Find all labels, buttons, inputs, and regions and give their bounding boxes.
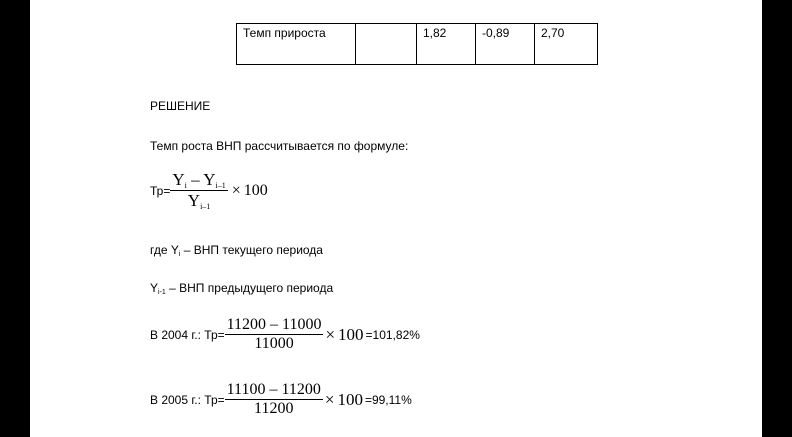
document-page [30, 0, 762, 437]
where-current-line: где $Y_i$ – ВНП текущего периода [150, 243, 323, 258]
formula-lhs: Тр= [150, 183, 171, 198]
times-sign: × [325, 324, 336, 344]
calc-hundred: 100 [338, 324, 364, 344]
calc-2004 [150, 316, 420, 353]
calc-label: В 2005 г.: Тр= [150, 392, 225, 407]
growth-formula [150, 170, 268, 211]
calc-denominator: 11200 [254, 400, 294, 417]
times-sign: × [231, 181, 241, 199]
formula-fraction [170, 170, 227, 211]
formula-intro: Темп роста ВНП рассчитывается по формуле: [150, 139, 409, 153]
table-cell [356, 24, 417, 65]
calc-label: В 2004 г.: Тр= [150, 327, 225, 342]
formula-hundred: 100 [243, 181, 268, 199]
times-sign: × [324, 389, 335, 409]
table-cell-label: Темп прироста [237, 24, 356, 65]
calc-result: =101,82% [365, 327, 420, 342]
calc-hundred: 100 [337, 389, 363, 409]
calc-fraction [225, 381, 323, 418]
table-cell: 2,70 [535, 24, 598, 65]
formula-denominator: $Y_{i-1}$ [187, 191, 211, 211]
calc-fraction [225, 316, 324, 353]
calc-2005 [150, 381, 412, 418]
formula-numerator: $Y_i - Y_{i-1}$ [172, 170, 226, 190]
solution-heading: РЕШЕНИЕ [150, 99, 211, 113]
calc-numerator: 11200 – 11000 [226, 316, 322, 333]
table-cell: 1,82 [417, 24, 476, 65]
calc-result: =99,11% [364, 392, 412, 407]
table-cell: -0,89 [476, 24, 535, 65]
calc-numerator: 11100 – 11200 [226, 381, 321, 398]
table-row [237, 24, 598, 65]
where-previous-line: $Y_{i-1}$ – ВНП предыдущего периода [150, 281, 334, 296]
data-table [236, 23, 598, 65]
calc-denominator: 11000 [254, 335, 294, 352]
